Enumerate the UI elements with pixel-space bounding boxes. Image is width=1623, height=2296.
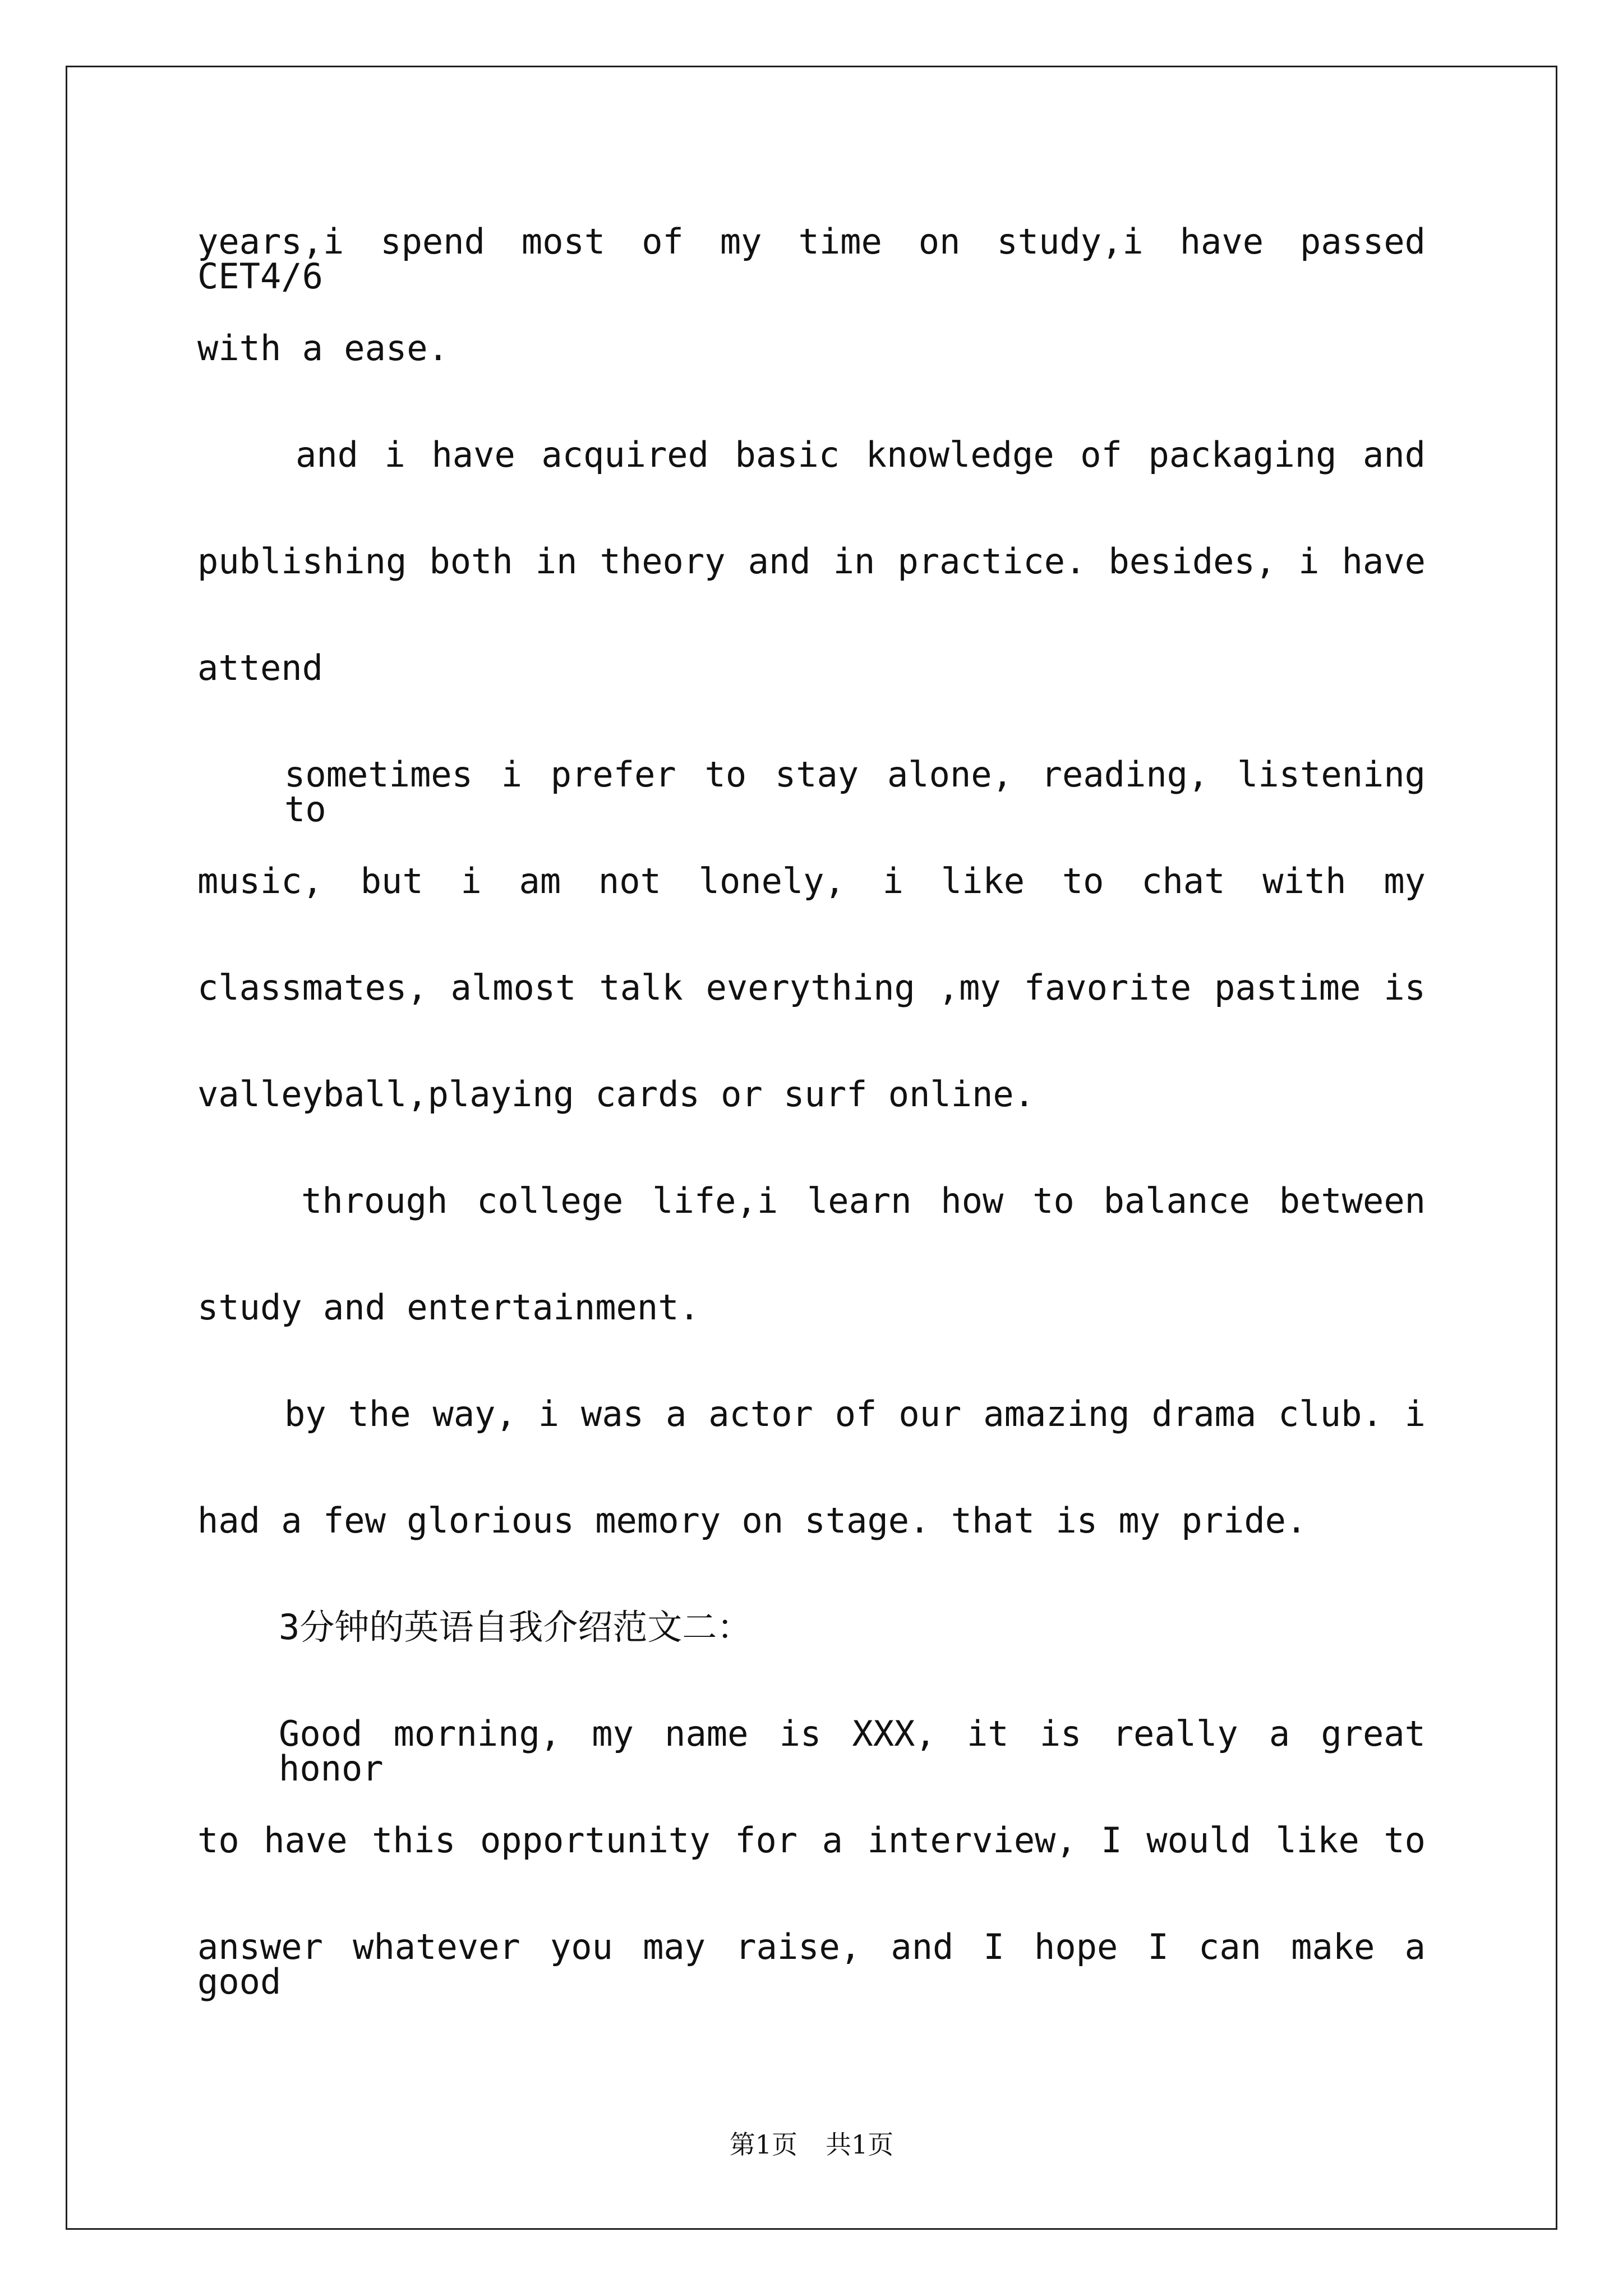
- text-line-content: valleyball,playing cards or surf online.: [197, 1074, 1035, 1115]
- text-line: [197, 1924, 1426, 2031]
- text-line-content: by the way, i was a actor of our amazing drama club. i: [284, 1393, 1426, 1434]
- document-body: [197, 219, 1426, 2031]
- text-line: [197, 858, 1426, 965]
- text-line: [197, 645, 1426, 752]
- text-line-content: Good morning, my name is XXX, it is really a great honor: [279, 1713, 1426, 1789]
- text-line: [197, 1391, 1426, 1498]
- text-line: [197, 539, 1426, 645]
- text-line: [197, 752, 1426, 858]
- text-line-content: attend: [197, 647, 323, 688]
- text-line-content: sometimes i prefer to stay alone, reading, listening to: [284, 754, 1426, 830]
- text-line-content: answer whatever you may raise, and I hope I can make a good: [197, 1926, 1426, 2002]
- text-line-content: publishing both in theory and in practice. besides, i have: [197, 541, 1426, 582]
- text-line-content: and i have acquired basic knowledge of packaging and: [296, 434, 1426, 475]
- text-line: [197, 1604, 1426, 1711]
- text-line: [197, 1285, 1426, 1391]
- text-line: [197, 1818, 1426, 1924]
- text-line-content: classmates, almost talk everything ,my favorite pastime is: [197, 967, 1426, 1008]
- text-line: [197, 432, 1426, 539]
- text-line: [197, 1498, 1426, 1604]
- text-line-content: study and entertainment.: [197, 1287, 700, 1328]
- text-line: [197, 1071, 1426, 1178]
- text-line: [197, 1178, 1426, 1285]
- text-line-content: music, but i am not lonely, i like to chat with my: [197, 861, 1426, 901]
- page-total: 共1页: [826, 2129, 894, 2160]
- text-line: [197, 1711, 1426, 1818]
- text-line: [197, 965, 1426, 1071]
- text-line-content: 3分钟的英语自我介绍范文二：: [279, 1607, 752, 1648]
- text-line-content: to have this opportunity for a interview, I would like to: [197, 1820, 1426, 1861]
- text-line: [197, 219, 1426, 325]
- text-line-content: years,i spend most of my time on study,i have passed CET4/6: [197, 221, 1426, 297]
- text-line: [197, 325, 1426, 432]
- text-line-content: with a ease.: [197, 328, 449, 369]
- page-number: 第1页: [729, 2129, 797, 2160]
- page-footer: [0, 2124, 1623, 2161]
- text-line-content: had a few glorious memory on stage. that is my pride.: [197, 1500, 1307, 1541]
- text-line-content: through college life,i learn how to balance between: [301, 1180, 1426, 1221]
